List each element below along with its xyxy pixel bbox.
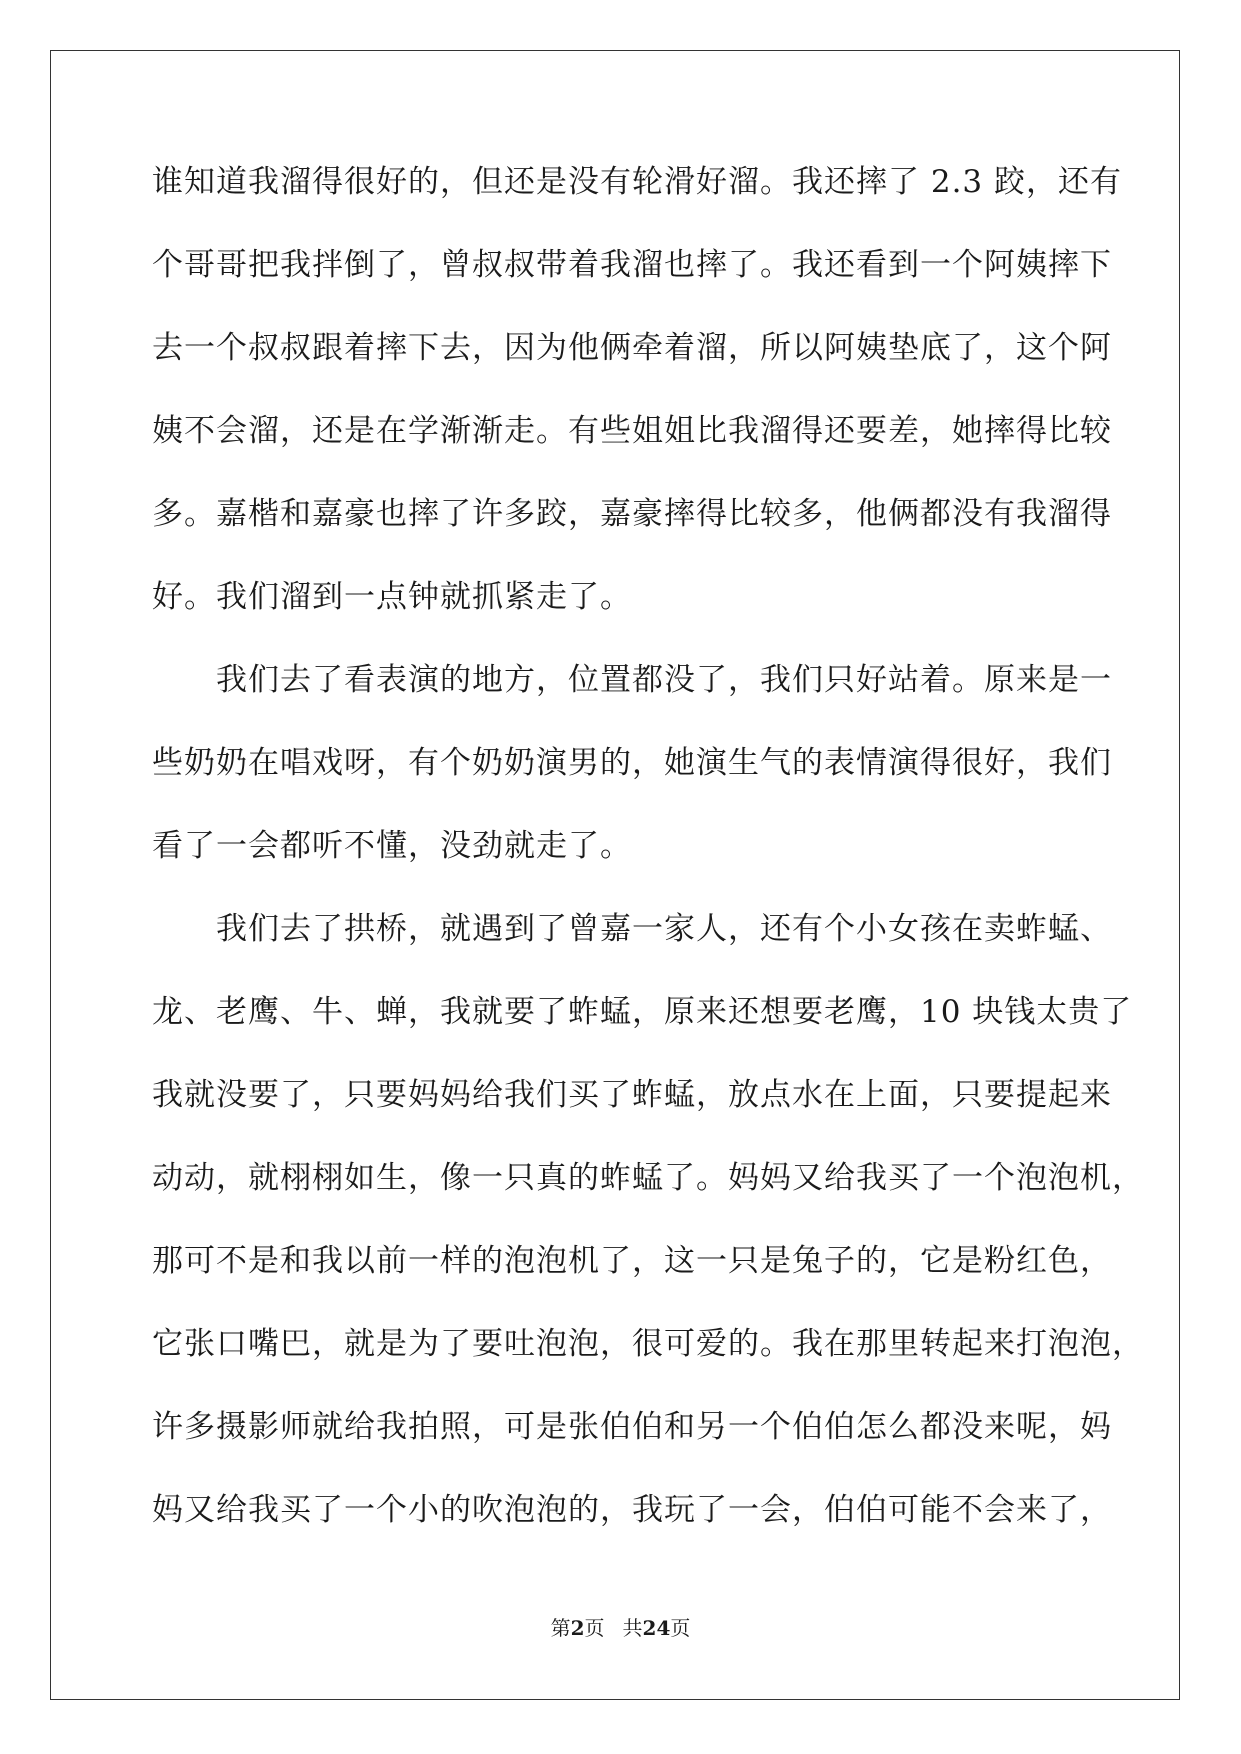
text-line: 龙、老鹰、牛、蝉，我就要了蚱蜢，原来还想要老鹰，10 块钱太贵了 <box>152 994 1133 1030</box>
text-line: 去一个叔叔跟着摔下去，因为他俩牵着溜，所以阿姨垫底了，这个阿 <box>152 330 1112 366</box>
paragraph-first-line: 我们去了看表演的地方，位置都没了，我们只好站着。原来是一 <box>216 662 1112 698</box>
text-line: 好。我们溜到一点钟就抓紧走了。 <box>152 579 632 615</box>
paragraph-first-line: 我们去了拱桥，就遇到了曾嘉一家人，还有个小女孩在卖蚱蜢、 <box>216 911 1112 947</box>
text-line: 些奶奶在唱戏呀，有个奶奶演男的，她演生气的表情演得很好，我们 <box>152 745 1112 781</box>
document-body <box>152 162 1144 1573</box>
text-line: 许多摄影师就给我拍照，可是张伯伯和另一个伯伯怎么都没来呢，妈 <box>152 1409 1112 1445</box>
text-line: 妈又给我买了一个小的吹泡泡的，我玩了一会，伯伯可能不会来了， <box>152 1492 1112 1528</box>
page-footer <box>0 1612 1241 1641</box>
total-label-suffix: 页 <box>670 1616 691 1640</box>
page-label-prefix: 第 <box>550 1616 571 1640</box>
text-line: 我就没要了，只要妈妈给我们买了蚱蜢，放点水在上面，只要提起来 <box>152 1077 1112 1113</box>
text-line: 个哥哥把我拌倒了，曾叔叔带着我溜也摔了。我还看到一个阿姨摔下 <box>152 247 1112 283</box>
page-number: 2 <box>570 1616 585 1640</box>
total-pages: 24 <box>642 1616 671 1640</box>
text-line: 谁知道我溜得很好的，但还是没有轮滑好溜。我还摔了 2.3 跤，还有 <box>152 164 1123 200</box>
text-line: 多。嘉楷和嘉豪也摔了许多跤，嘉豪摔得比较多，他俩都没有我溜得 <box>152 496 1112 532</box>
total-label-prefix: 共 <box>622 1616 643 1640</box>
text-line: 看了一会都听不懂，没劲就走了。 <box>152 828 632 864</box>
text-line: 它张口嘴巴，就是为了要吐泡泡，很可爱的。我在那里转起来打泡泡， <box>152 1326 1144 1362</box>
text-line: 那可不是和我以前一样的泡泡机了，这一只是兔子的，它是粉红色， <box>152 1243 1112 1279</box>
text-line: 动动，就栩栩如生，像一只真的蚱蜢了。妈妈又给我买了一个泡泡机， <box>152 1160 1144 1196</box>
text-line: 姨不会溜，还是在学渐渐走。有些姐姐比我溜得还要差，她摔得比较 <box>152 413 1112 449</box>
page-label-suffix: 页 <box>584 1616 605 1640</box>
